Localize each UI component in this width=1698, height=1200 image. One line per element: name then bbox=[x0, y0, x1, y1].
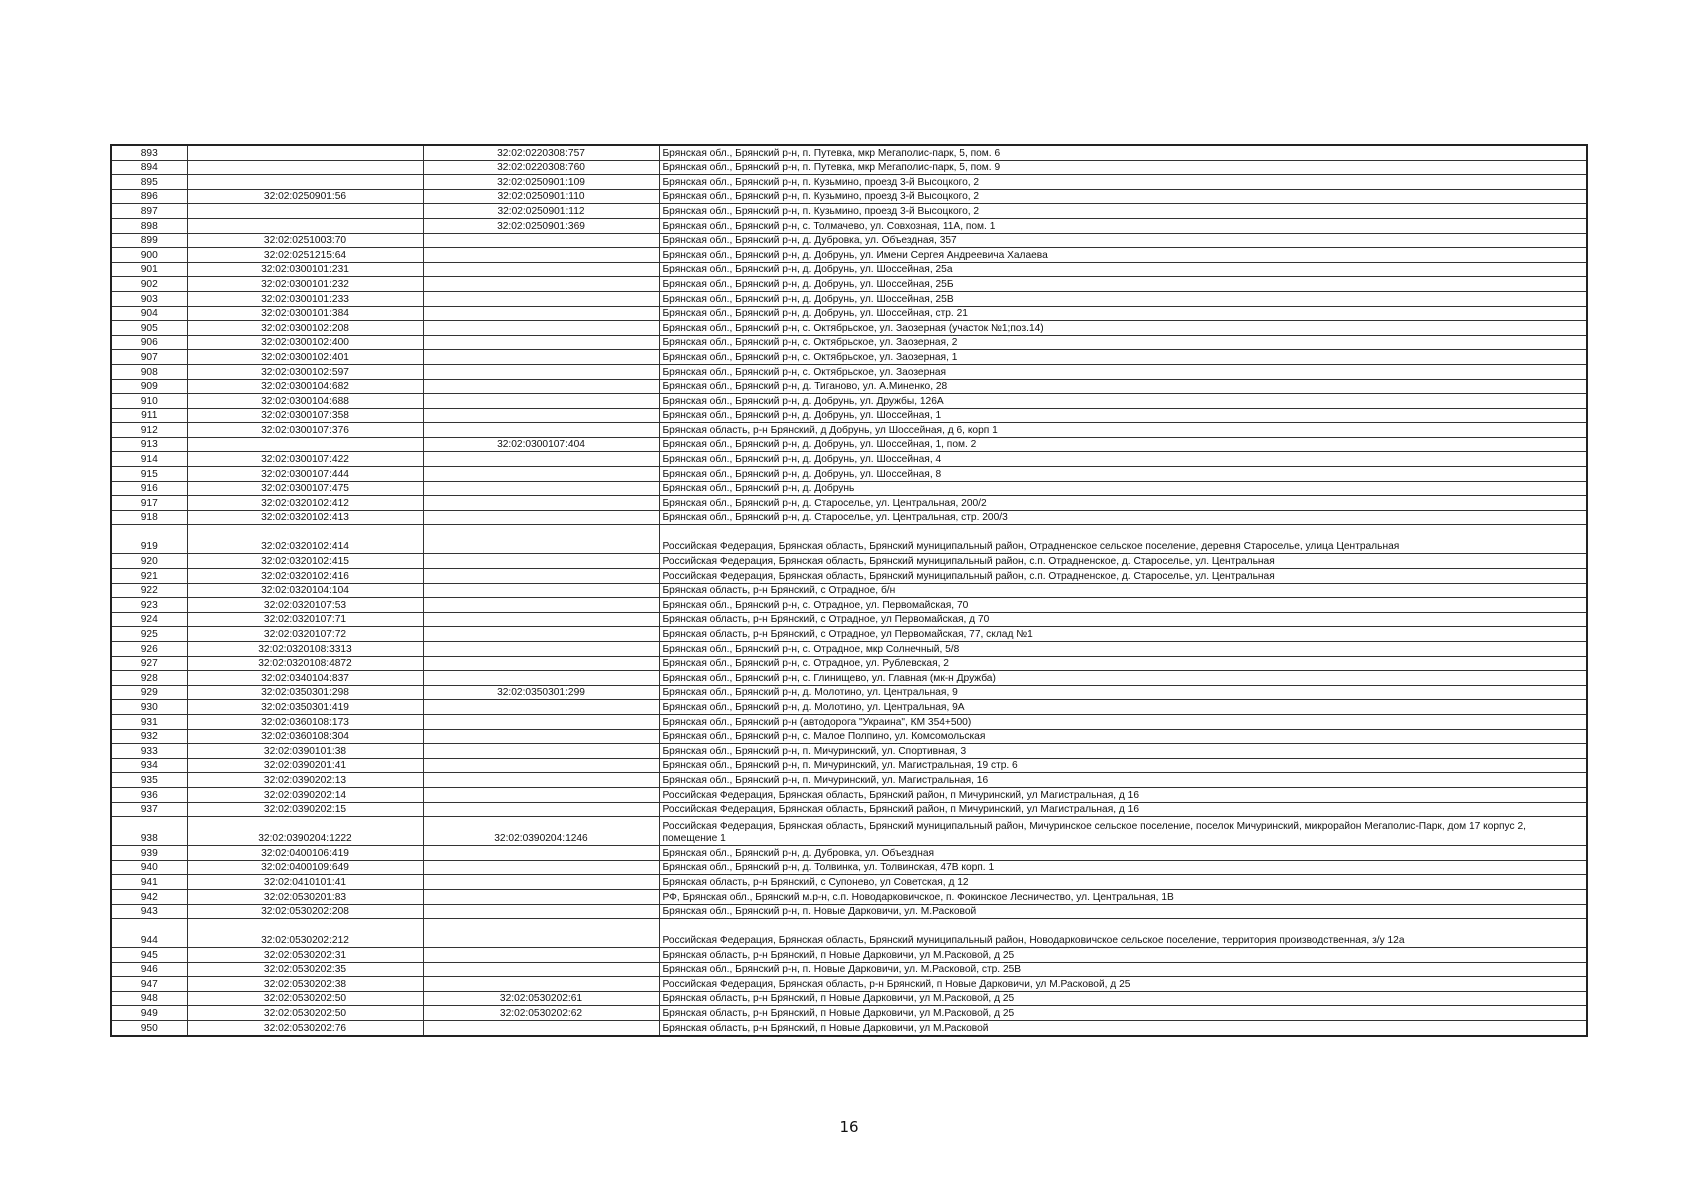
cadastral-number-cell bbox=[187, 204, 423, 219]
address-cell: Брянская обл., Брянский р-н, д. Добрунь, ул. Дружбы, 126А bbox=[659, 394, 1587, 409]
row-number-cell: 944 bbox=[111, 919, 187, 948]
row-number-cell: 893 bbox=[111, 145, 187, 160]
table-row bbox=[111, 875, 1587, 890]
address-cell: Брянская обл., Брянский р-н, д. Дубровка, ул. Объездная, 357 bbox=[659, 233, 1587, 248]
related-cadastral-number-cell bbox=[423, 510, 659, 525]
cadastral-number-cell: 32:02:0400106:419 bbox=[187, 846, 423, 861]
address-cell: Российская Федерация, Брянская область, Брянский муниципальный район, Мичуринское сельское поселение, поселок Мичуринский, микрорайон Мегаполис-Парк, дом 17 корпус 2, помещение 1 bbox=[659, 817, 1587, 846]
address-cell: Брянская обл., Брянский р-н, п. Кузьмино, проезд 3-й Высоцкого, 2 bbox=[659, 189, 1587, 204]
cadastral-number-cell: 32:02:0530202:50 bbox=[187, 991, 423, 1006]
cadastral-number-cell: 32:02:0320107:71 bbox=[187, 612, 423, 627]
row-number-cell: 909 bbox=[111, 379, 187, 394]
address-cell: Брянская область, р-н Брянский, п Новые Дарковичи, ул М.Расковой, д 25 bbox=[659, 991, 1587, 1006]
related-cadastral-number-cell bbox=[423, 656, 659, 671]
cadastral-number-cell: 32:02:0390202:13 bbox=[187, 773, 423, 788]
address-cell: Брянская обл., Брянский р-н, с. Октябрьское, ул. Заозерная bbox=[659, 364, 1587, 379]
cadastral-number-cell: 32:02:0251215:64 bbox=[187, 248, 423, 263]
table-row bbox=[111, 248, 1587, 263]
table-row bbox=[111, 335, 1587, 350]
row-number-cell: 899 bbox=[111, 233, 187, 248]
row-number-cell: 896 bbox=[111, 189, 187, 204]
cadastral-number-cell: 32:02:0320104:104 bbox=[187, 583, 423, 598]
row-number-cell: 950 bbox=[111, 1021, 187, 1036]
row-number-cell: 913 bbox=[111, 437, 187, 452]
row-number-cell: 946 bbox=[111, 962, 187, 977]
address-cell: Брянская обл., Брянский р-н, д. Тиганово, ул. А.Миненко, 28 bbox=[659, 379, 1587, 394]
related-cadastral-number-cell: 32:02:0220308:757 bbox=[423, 145, 659, 160]
row-number-cell: 921 bbox=[111, 569, 187, 584]
row-number-cell: 903 bbox=[111, 291, 187, 306]
table-row bbox=[111, 277, 1587, 292]
related-cadastral-number-cell bbox=[423, 364, 659, 379]
row-number-cell: 927 bbox=[111, 656, 187, 671]
cadastral-number-cell: 32:02:0300107:475 bbox=[187, 481, 423, 496]
cadastral-number-cell: 32:02:0530202:38 bbox=[187, 977, 423, 992]
address-cell: Брянская обл., Брянский р-н, д. Толвинка, ул. Толвинская, 47В корп. 1 bbox=[659, 860, 1587, 875]
address-cell: Брянская область, р-н Брянский, с Супонево, ул Советская, д 12 bbox=[659, 875, 1587, 890]
related-cadastral-number-cell bbox=[423, 248, 659, 263]
related-cadastral-number-cell bbox=[423, 496, 659, 511]
cadastral-number-cell: 32:02:0530202:50 bbox=[187, 1006, 423, 1021]
table-body bbox=[111, 145, 1587, 1036]
related-cadastral-number-cell bbox=[423, 671, 659, 686]
cadastral-number-cell: 32:02:0251003:70 bbox=[187, 233, 423, 248]
row-number-cell: 949 bbox=[111, 1006, 187, 1021]
row-number-cell: 920 bbox=[111, 554, 187, 569]
address-cell: Брянская обл., Брянский р-н, с. Малое Полпино, ул. Комсомольская bbox=[659, 729, 1587, 744]
row-number-cell: 943 bbox=[111, 904, 187, 919]
address-cell: Российская Федерация, Брянская область, Брянский муниципальный район, Отрадненское сельское поселение, деревня Староселье, улица Центральная bbox=[659, 525, 1587, 554]
address-cell: Брянская область, р-н Брянский, п Новые Дарковичи, ул М.Расковой bbox=[659, 1021, 1587, 1036]
table-row bbox=[111, 510, 1587, 525]
related-cadastral-number-cell bbox=[423, 262, 659, 277]
related-cadastral-number-cell bbox=[423, 612, 659, 627]
row-number-cell: 922 bbox=[111, 583, 187, 598]
row-number-cell: 933 bbox=[111, 744, 187, 759]
row-number-cell: 914 bbox=[111, 452, 187, 467]
table-row bbox=[111, 904, 1587, 919]
address-cell: Брянская обл., Брянский р-н, д. Добрунь, ул. Шоссейная, 25В bbox=[659, 291, 1587, 306]
address-cell: РФ, Брянская обл., Брянский м.р-н, с.п. Новодарковичское, п. Фокинское Лесничество, ул. Центральная, 1В bbox=[659, 889, 1587, 904]
cadastral-number-cell: 32:02:0320102:412 bbox=[187, 496, 423, 511]
related-cadastral-number-cell: 32:02:0390204:1246 bbox=[423, 817, 659, 846]
cadastral-number-cell: 32:02:0250901:56 bbox=[187, 189, 423, 204]
table-row bbox=[111, 1021, 1587, 1036]
address-cell: Брянская обл., Брянский р-н, с. Октябрьское, ул. Заозерная, 1 bbox=[659, 350, 1587, 365]
related-cadastral-number-cell bbox=[423, 773, 659, 788]
related-cadastral-number-cell: 32:02:0250901:369 bbox=[423, 218, 659, 233]
address-cell: Брянская обл., Брянский р-н, п. Путевка, мкр Мегаполис-парк, 5, пом. 6 bbox=[659, 145, 1587, 160]
related-cadastral-number-cell bbox=[423, 335, 659, 350]
cadastral-number-cell: 32:02:0320108:3313 bbox=[187, 642, 423, 657]
related-cadastral-number-cell bbox=[423, 977, 659, 992]
table-row bbox=[111, 379, 1587, 394]
related-cadastral-number-cell bbox=[423, 700, 659, 715]
row-number-cell: 904 bbox=[111, 306, 187, 321]
table-row bbox=[111, 569, 1587, 584]
table-row bbox=[111, 160, 1587, 175]
cadastral-number-cell: 32:02:0300101:232 bbox=[187, 277, 423, 292]
related-cadastral-number-cell bbox=[423, 481, 659, 496]
cadastral-number-cell: 32:02:0320102:414 bbox=[187, 525, 423, 554]
cadastral-number-cell: 32:02:0390204:1222 bbox=[187, 817, 423, 846]
address-cell: Российская Федерация, Брянская область, Брянский муниципальный район, Новодарковичское сельское поселение, территория производственная, з/у 12а bbox=[659, 919, 1587, 948]
related-cadastral-number-cell: 32:02:0250901:110 bbox=[423, 189, 659, 204]
cadastral-number-cell: 32:02:0300104:682 bbox=[187, 379, 423, 394]
related-cadastral-number-cell bbox=[423, 642, 659, 657]
table-row bbox=[111, 714, 1587, 729]
related-cadastral-number-cell bbox=[423, 1021, 659, 1036]
related-cadastral-number-cell bbox=[423, 467, 659, 482]
table-row bbox=[111, 306, 1587, 321]
address-cell: Брянская обл., Брянский р-н, п. Мичуринский, ул. Магистральная, 16 bbox=[659, 773, 1587, 788]
table-row bbox=[111, 671, 1587, 686]
cadastral-number-cell: 32:02:0530202:208 bbox=[187, 904, 423, 919]
address-cell: Российская Федерация, Брянская область, Брянский район, п Мичуринский, ул Магистральная, д 16 bbox=[659, 802, 1587, 817]
related-cadastral-number-cell: 32:02:0530202:61 bbox=[423, 991, 659, 1006]
row-number-cell: 935 bbox=[111, 773, 187, 788]
row-number-cell: 939 bbox=[111, 846, 187, 861]
address-cell: Брянская область, р-н Брянский, с Отрадное, б/н bbox=[659, 583, 1587, 598]
address-cell: Брянская обл., Брянский р-н, с. Глинищево, ул. Главная (мк-н Дружба) bbox=[659, 671, 1587, 686]
cadastral-number-cell: 32:02:0530201:83 bbox=[187, 889, 423, 904]
row-number-cell: 915 bbox=[111, 467, 187, 482]
cadastral-number-cell: 32:02:0320102:416 bbox=[187, 569, 423, 584]
table-row bbox=[111, 175, 1587, 190]
cadastral-number-cell: 32:02:0300102:597 bbox=[187, 364, 423, 379]
related-cadastral-number-cell bbox=[423, 714, 659, 729]
table-row bbox=[111, 919, 1587, 948]
address-cell: Брянская обл., Брянский р-н, д. Добрунь, ул. Шоссейная, стр. 21 bbox=[659, 306, 1587, 321]
cadastral-number-cell: 32:02:0390201:41 bbox=[187, 758, 423, 773]
cadastral-number-cell: 32:02:0300107:444 bbox=[187, 467, 423, 482]
row-number-cell: 938 bbox=[111, 817, 187, 846]
row-number-cell: 908 bbox=[111, 364, 187, 379]
related-cadastral-number-cell: 32:02:0300107:404 bbox=[423, 437, 659, 452]
address-cell: Брянская область, р-н Брянский, п Новые Дарковичи, ул М.Расковой, д 25 bbox=[659, 948, 1587, 963]
cadastral-number-cell: 32:02:0320102:415 bbox=[187, 554, 423, 569]
cadastral-number-cell bbox=[187, 160, 423, 175]
address-cell: Брянская область, р-н Брянский, с Отрадное, ул Первомайская, 77, склад №1 bbox=[659, 627, 1587, 642]
related-cadastral-number-cell bbox=[423, 729, 659, 744]
row-number-cell: 932 bbox=[111, 729, 187, 744]
address-cell: Брянская обл., Брянский р-н, с. Отрадное, мкр Солнечный, 5/8 bbox=[659, 642, 1587, 657]
table-row bbox=[111, 204, 1587, 219]
row-number-cell: 917 bbox=[111, 496, 187, 511]
cadastral-number-cell: 32:02:0300101:233 bbox=[187, 291, 423, 306]
table-row bbox=[111, 233, 1587, 248]
related-cadastral-number-cell bbox=[423, 919, 659, 948]
table-row bbox=[111, 1006, 1587, 1021]
address-cell: Брянская обл., Брянский р-н, п. Кузьмино, проезд 3-й Высоцкого, 2 bbox=[659, 204, 1587, 219]
address-cell: Брянская обл., Брянский р-н, д. Дубровка, ул. Объездная bbox=[659, 846, 1587, 861]
address-cell: Брянская обл., Брянский р-н, п. Новые Дарковичи, ул. М.Расковой bbox=[659, 904, 1587, 919]
cadastral-number-cell: 32:02:0350301:298 bbox=[187, 685, 423, 700]
cadastral-number-cell: 32:02:0530202:31 bbox=[187, 948, 423, 963]
row-number-cell: 937 bbox=[111, 802, 187, 817]
table-row bbox=[111, 496, 1587, 511]
cadastral-number-cell: 32:02:0320108:4872 bbox=[187, 656, 423, 671]
cadastral-number-cell bbox=[187, 145, 423, 160]
table-row bbox=[111, 685, 1587, 700]
table-row bbox=[111, 787, 1587, 802]
related-cadastral-number-cell bbox=[423, 787, 659, 802]
related-cadastral-number-cell: 32:02:0250901:109 bbox=[423, 175, 659, 190]
related-cadastral-number-cell: 32:02:0350301:299 bbox=[423, 685, 659, 700]
table-row bbox=[111, 962, 1587, 977]
address-cell: Брянская обл., Брянский р-н, п. Новые Дарковичи, ул. М.Расковой, стр. 25В bbox=[659, 962, 1587, 977]
row-number-cell: 928 bbox=[111, 671, 187, 686]
related-cadastral-number-cell bbox=[423, 889, 659, 904]
cadastral-number-cell: 32:02:0390202:15 bbox=[187, 802, 423, 817]
table-row bbox=[111, 598, 1587, 613]
related-cadastral-number-cell bbox=[423, 860, 659, 875]
address-cell: Брянская обл., Брянский р-н, п. Мичуринский, ул. Магистральная, 19 стр. 6 bbox=[659, 758, 1587, 773]
address-cell: Брянская обл., Брянский р-н (автодорога "Украина", КМ 354+500) bbox=[659, 714, 1587, 729]
row-number-cell: 941 bbox=[111, 875, 187, 890]
address-cell: Брянская обл., Брянский р-н, д. Добрунь, ул. Шоссейная, 25а bbox=[659, 262, 1587, 277]
address-cell: Российская Федерация, Брянская область, Брянский район, п Мичуринский, ул Магистральная, д 16 bbox=[659, 787, 1587, 802]
table-row bbox=[111, 145, 1587, 160]
table-row bbox=[111, 291, 1587, 306]
table-row bbox=[111, 817, 1587, 846]
row-number-cell: 948 bbox=[111, 991, 187, 1006]
table-row bbox=[111, 350, 1587, 365]
cadastral-number-cell: 32:02:0300101:384 bbox=[187, 306, 423, 321]
cadastral-number-cell: 32:02:0300102:208 bbox=[187, 321, 423, 336]
table-row bbox=[111, 423, 1587, 438]
related-cadastral-number-cell bbox=[423, 962, 659, 977]
table-row bbox=[111, 452, 1587, 467]
cadastral-number-cell: 32:02:0390202:14 bbox=[187, 787, 423, 802]
address-cell: Брянская обл., Брянский р-н, п. Путевка, мкр Мегаполис-парк, 5, пом. 9 bbox=[659, 160, 1587, 175]
row-number-cell: 942 bbox=[111, 889, 187, 904]
table-row bbox=[111, 744, 1587, 759]
row-number-cell: 902 bbox=[111, 277, 187, 292]
cadastral-table bbox=[110, 144, 1588, 1037]
related-cadastral-number-cell: 32:02:0220308:760 bbox=[423, 160, 659, 175]
address-cell: Брянская обл., Брянский р-н, п. Кузьмино, проезд 3-й Высоцкого, 2 bbox=[659, 175, 1587, 190]
related-cadastral-number-cell bbox=[423, 875, 659, 890]
related-cadastral-number-cell bbox=[423, 904, 659, 919]
address-cell: Брянская обл., Брянский р-н, д. Добрунь, ул. Шоссейная, 4 bbox=[659, 452, 1587, 467]
related-cadastral-number-cell bbox=[423, 350, 659, 365]
row-number-cell: 907 bbox=[111, 350, 187, 365]
related-cadastral-number-cell bbox=[423, 802, 659, 817]
cadastral-number-cell bbox=[187, 218, 423, 233]
cadastral-number-cell: 32:02:0320107:53 bbox=[187, 598, 423, 613]
table-row bbox=[111, 758, 1587, 773]
row-number-cell: 898 bbox=[111, 218, 187, 233]
related-cadastral-number-cell bbox=[423, 306, 659, 321]
related-cadastral-number-cell bbox=[423, 525, 659, 554]
row-number-cell: 925 bbox=[111, 627, 187, 642]
address-cell: Брянская обл., Брянский р-н, с. Отрадное, ул. Рублевская, 2 bbox=[659, 656, 1587, 671]
table-row bbox=[111, 656, 1587, 671]
row-number-cell: 936 bbox=[111, 787, 187, 802]
cadastral-number-cell: 32:02:0530202:212 bbox=[187, 919, 423, 948]
row-number-cell: 894 bbox=[111, 160, 187, 175]
table-row bbox=[111, 364, 1587, 379]
related-cadastral-number-cell bbox=[423, 744, 659, 759]
row-number-cell: 918 bbox=[111, 510, 187, 525]
table-row bbox=[111, 773, 1587, 788]
related-cadastral-number-cell bbox=[423, 627, 659, 642]
table-row bbox=[111, 889, 1587, 904]
row-number-cell: 911 bbox=[111, 408, 187, 423]
table-row bbox=[111, 991, 1587, 1006]
address-cell: Брянская обл., Брянский р-н, д. Добрунь, ул. Шоссейная, 8 bbox=[659, 467, 1587, 482]
row-number-cell: 906 bbox=[111, 335, 187, 350]
related-cadastral-number-cell bbox=[423, 321, 659, 336]
address-cell: Брянская обл., Брянский р-н, д. Добрунь, ул. Шоссейная, 1, пом. 2 bbox=[659, 437, 1587, 452]
table-row bbox=[111, 729, 1587, 744]
table-row bbox=[111, 860, 1587, 875]
related-cadastral-number-cell: 32:02:0250901:112 bbox=[423, 204, 659, 219]
cadastral-number-cell bbox=[187, 175, 423, 190]
related-cadastral-number-cell bbox=[423, 758, 659, 773]
table-row bbox=[111, 948, 1587, 963]
table-row bbox=[111, 189, 1587, 204]
address-cell: Брянская обл., Брянский р-н, д. Староселье, ул. Центральная, 200/2 bbox=[659, 496, 1587, 511]
address-cell: Брянская обл., Брянский р-н, с. Октябрьское, ул. Заозерная (участок №1;поз.14) bbox=[659, 321, 1587, 336]
cadastral-number-cell: 32:02:0300107:422 bbox=[187, 452, 423, 467]
row-number-cell: 947 bbox=[111, 977, 187, 992]
related-cadastral-number-cell bbox=[423, 379, 659, 394]
related-cadastral-number-cell bbox=[423, 233, 659, 248]
table-row bbox=[111, 437, 1587, 452]
address-cell: Брянская обл., Брянский р-н, д. Молотино, ул. Центральная, 9А bbox=[659, 700, 1587, 715]
related-cadastral-number-cell bbox=[423, 846, 659, 861]
address-cell: Брянская обл., Брянский р-н, с. Октябрьское, ул. Заозерная, 2 bbox=[659, 335, 1587, 350]
row-number-cell: 926 bbox=[111, 642, 187, 657]
address-cell: Брянская обл., Брянский р-н, д. Староселье, ул. Центральная, стр. 200/3 bbox=[659, 510, 1587, 525]
address-cell: Брянская область, р-н Брянский, с Отрадное, ул Первомайская, д 70 bbox=[659, 612, 1587, 627]
row-number-cell: 912 bbox=[111, 423, 187, 438]
row-number-cell: 945 bbox=[111, 948, 187, 963]
table-row bbox=[111, 700, 1587, 715]
cadastral-number-cell: 32:02:0300104:688 bbox=[187, 394, 423, 409]
cadastral-number-cell: 32:02:0300107:376 bbox=[187, 423, 423, 438]
table-row bbox=[111, 583, 1587, 598]
row-number-cell: 924 bbox=[111, 612, 187, 627]
address-cell: Брянская обл., Брянский р-н, д. Добрунь, ул. Имени Сергея Андреевича Халаева bbox=[659, 248, 1587, 263]
related-cadastral-number-cell bbox=[423, 291, 659, 306]
cadastral-number-cell: 32:02:0530202:35 bbox=[187, 962, 423, 977]
table-row bbox=[111, 481, 1587, 496]
row-number-cell: 930 bbox=[111, 700, 187, 715]
cadastral-number-cell: 32:02:0340104:837 bbox=[187, 671, 423, 686]
related-cadastral-number-cell: 32:02:0530202:62 bbox=[423, 1006, 659, 1021]
cadastral-number-cell: 32:02:0360108:173 bbox=[187, 714, 423, 729]
address-cell: Российская Федерация, Брянская область, Брянский муниципальный район, с.п. Отрадненское, д. Староселье, ул. Центральная bbox=[659, 554, 1587, 569]
page-number: 16 bbox=[839, 1118, 859, 1136]
related-cadastral-number-cell bbox=[423, 948, 659, 963]
related-cadastral-number-cell bbox=[423, 423, 659, 438]
cadastral-number-cell: 32:02:0350301:419 bbox=[187, 700, 423, 715]
address-cell: Брянская обл., Брянский р-н, д. Добрунь, ул. Шоссейная, 1 bbox=[659, 408, 1587, 423]
table-row bbox=[111, 408, 1587, 423]
cadastral-number-cell: 32:02:0530202:76 bbox=[187, 1021, 423, 1036]
related-cadastral-number-cell bbox=[423, 452, 659, 467]
related-cadastral-number-cell bbox=[423, 569, 659, 584]
row-number-cell: 905 bbox=[111, 321, 187, 336]
address-cell: Брянская область, р-н Брянский, д Добрунь, ул Шоссейная, д 6, корп 1 bbox=[659, 423, 1587, 438]
related-cadastral-number-cell bbox=[423, 583, 659, 598]
row-number-cell: 901 bbox=[111, 262, 187, 277]
row-number-cell: 897 bbox=[111, 204, 187, 219]
related-cadastral-number-cell bbox=[423, 277, 659, 292]
table-row bbox=[111, 525, 1587, 554]
table-row bbox=[111, 262, 1587, 277]
cadastral-number-cell: 32:02:0360108:304 bbox=[187, 729, 423, 744]
row-number-cell: 895 bbox=[111, 175, 187, 190]
row-number-cell: 934 bbox=[111, 758, 187, 773]
table-row bbox=[111, 977, 1587, 992]
row-number-cell: 929 bbox=[111, 685, 187, 700]
table-row bbox=[111, 802, 1587, 817]
table-row bbox=[111, 554, 1587, 569]
address-cell: Брянская обл., Брянский р-н, с. Отрадное, ул. Первомайская, 70 bbox=[659, 598, 1587, 613]
cadastral-number-cell: 32:02:0320102:413 bbox=[187, 510, 423, 525]
address-cell: Российская Федерация, Брянская область, Брянский муниципальный район, с.п. Отрадненское, д. Староселье, ул. Центральная bbox=[659, 569, 1587, 584]
table-row bbox=[111, 627, 1587, 642]
row-number-cell: 940 bbox=[111, 860, 187, 875]
cadastral-number-cell: 32:02:0390101:38 bbox=[187, 744, 423, 759]
address-cell: Брянская обл., Брянский р-н, д. Добрунь bbox=[659, 481, 1587, 496]
cadastral-number-cell: 32:02:0400109:649 bbox=[187, 860, 423, 875]
related-cadastral-number-cell bbox=[423, 554, 659, 569]
cadastral-number-cell: 32:02:0410101:41 bbox=[187, 875, 423, 890]
address-cell: Брянская обл., Брянский р-н, д. Молотино, ул. Центральная, 9 bbox=[659, 685, 1587, 700]
row-number-cell: 923 bbox=[111, 598, 187, 613]
related-cadastral-number-cell bbox=[423, 394, 659, 409]
cadastral-number-cell: 32:02:0300107:358 bbox=[187, 408, 423, 423]
cadastral-number-cell bbox=[187, 437, 423, 452]
table-row bbox=[111, 846, 1587, 861]
cadastral-number-cell: 32:02:0300101:231 bbox=[187, 262, 423, 277]
table-row bbox=[111, 394, 1587, 409]
row-number-cell: 916 bbox=[111, 481, 187, 496]
row-number-cell: 919 bbox=[111, 525, 187, 554]
cadastral-number-cell: 32:02:0320107:72 bbox=[187, 627, 423, 642]
table-row bbox=[111, 612, 1587, 627]
table-row bbox=[111, 642, 1587, 657]
table-row bbox=[111, 467, 1587, 482]
related-cadastral-number-cell bbox=[423, 408, 659, 423]
address-cell: Брянская обл., Брянский р-н, п. Мичуринский, ул. Спортивная, 3 bbox=[659, 744, 1587, 759]
address-cell: Брянская обл., Брянский р-н, с. Толмачево, ул. Совхозная, 11А, пом. 1 bbox=[659, 218, 1587, 233]
cadastral-number-cell: 32:02:0300102:400 bbox=[187, 335, 423, 350]
row-number-cell: 910 bbox=[111, 394, 187, 409]
address-cell: Брянская область, р-н Брянский, п Новые Дарковичи, ул М.Расковой, д 25 bbox=[659, 1006, 1587, 1021]
row-number-cell: 900 bbox=[111, 248, 187, 263]
related-cadastral-number-cell bbox=[423, 598, 659, 613]
address-cell: Брянская обл., Брянский р-н, д. Добрунь, ул. Шоссейная, 25Б bbox=[659, 277, 1587, 292]
cadastral-number-cell: 32:02:0300102:401 bbox=[187, 350, 423, 365]
table-row bbox=[111, 321, 1587, 336]
address-cell: Российская Федерация, Брянская область, р-н Брянский, п Новые Дарковичи, ул М.Расковой, д 25 bbox=[659, 977, 1587, 992]
row-number-cell: 931 bbox=[111, 714, 187, 729]
table-row bbox=[111, 218, 1587, 233]
